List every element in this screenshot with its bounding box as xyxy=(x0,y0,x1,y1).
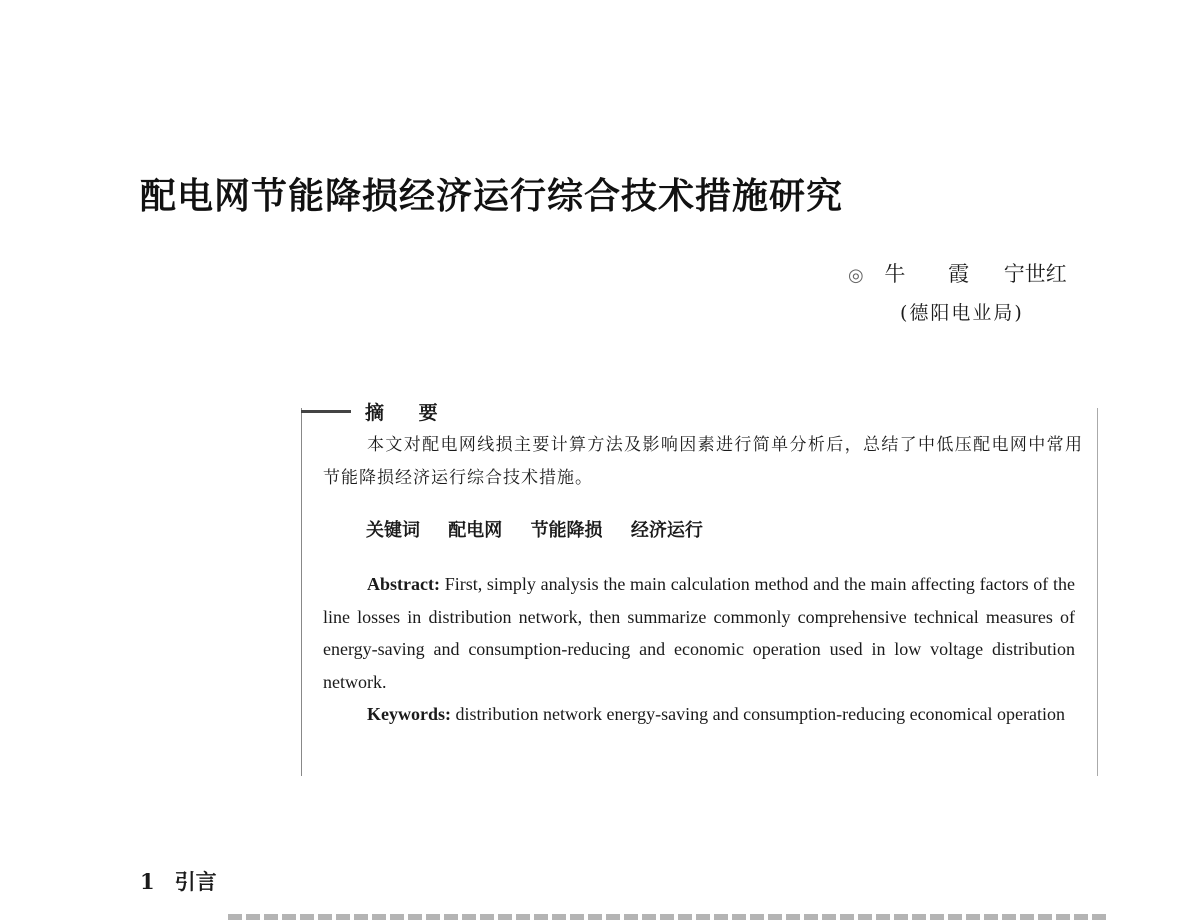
keyword-cn-2: 节能降损 xyxy=(530,520,603,541)
keyword-cn-1: 配电网 xyxy=(448,520,503,541)
abstract-label-en: Abstract: xyxy=(367,574,440,594)
keywords-text-en: distribution network energy-saving and consumption-reducing economical operation xyxy=(455,704,1066,724)
abstract-text-en: First, simply analysis the main calculation method and the main affecting factors of the line losses in distribution network, then summarize commonly comprehensive technical measures of energy-saving and consumption-reducing and economic operation used in low voltage distribution network. xyxy=(323,574,1075,692)
keywords-en xyxy=(323,698,1075,731)
section-number: 1 xyxy=(140,869,155,894)
authors xyxy=(848,258,1067,288)
keywords-cn xyxy=(366,516,725,542)
author-name-1: 牛 霞 xyxy=(884,262,988,286)
keywords-label-cn: 关键词 xyxy=(366,520,420,541)
section-heading xyxy=(140,866,217,896)
affiliation: (德阳电业局) xyxy=(900,302,1024,324)
paper-title: 配电网节能降损经济运行综合技术措施研究 xyxy=(140,175,844,217)
author-mark-icon: ◎ xyxy=(848,265,864,286)
author-name-2: 宁世红 xyxy=(1003,262,1067,286)
abstract-heading-cn: 摘 要 xyxy=(365,402,452,424)
abstract-rule xyxy=(301,410,351,413)
cropped-body-text xyxy=(228,906,1108,920)
abstract-text-cn: 本文对配电网线损主要计算方法及影响因素进行简单分析后，总结了中低压配电网中常用节能降损经济运行综合技术措施。 xyxy=(323,435,1083,488)
keywords-label-en: Keywords: xyxy=(367,704,451,724)
keyword-cn-3: 经济运行 xyxy=(630,520,703,541)
section-title: 引言 xyxy=(174,869,217,894)
abstract-en xyxy=(323,568,1075,698)
